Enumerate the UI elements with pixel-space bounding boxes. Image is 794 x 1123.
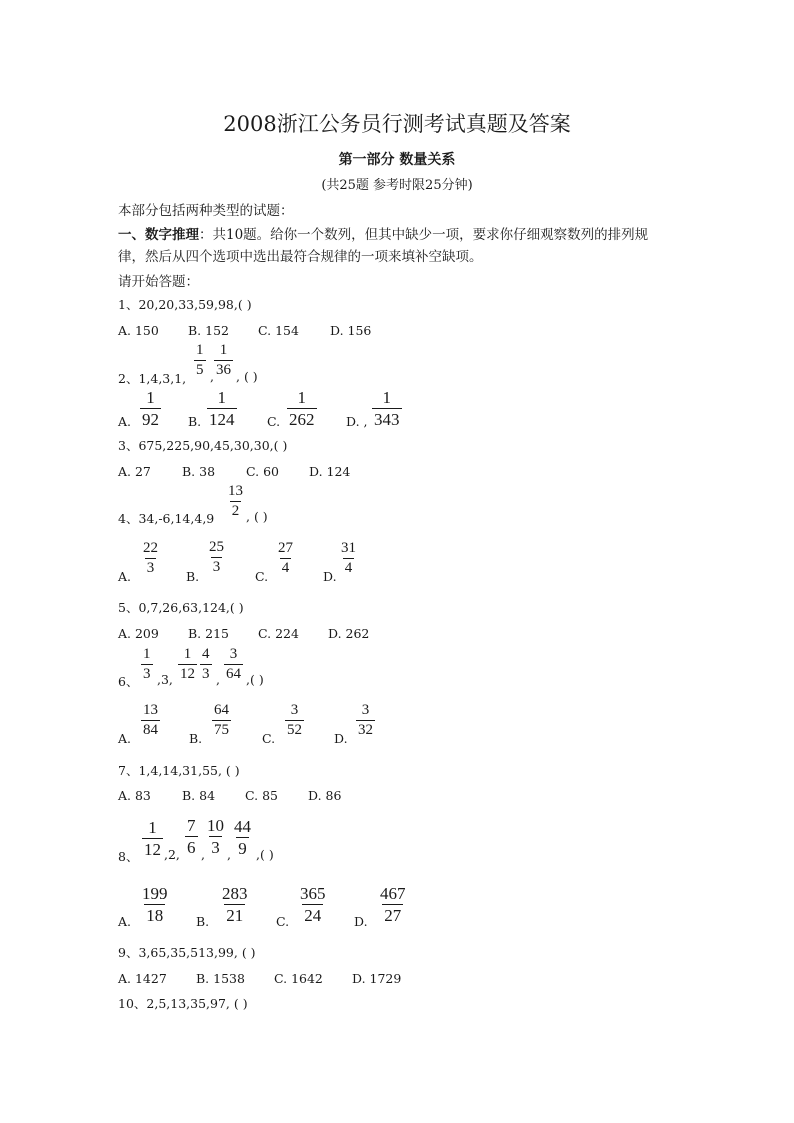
- question-8-stem-sep: ,: [227, 847, 231, 862]
- question-4-stem-prefix: 4、34,-6,14,4,9: [118, 511, 215, 526]
- question-1-option-a: A. 150: [118, 323, 159, 338]
- question-2-stem-fraction: 1 5: [196, 342, 204, 378]
- question-1-option-d: D. 156: [330, 323, 372, 338]
- question-3-option-d: D. 124: [309, 464, 351, 479]
- question-6-stem-fraction: 4 3: [202, 646, 210, 682]
- start-line: 请开始答题：: [118, 274, 199, 290]
- question-6-option-b-letter: B.: [189, 731, 203, 746]
- question-7-stem: 7、1,4,14,31,55, ( ): [118, 763, 240, 778]
- question-8-option-d-letter: D.: [354, 914, 368, 929]
- intro-line: 本部分包括两种类型的试题：: [118, 203, 294, 219]
- question-9-stem: 9、3,65,35,513,99, ( ): [118, 945, 256, 960]
- question-2-stem-prefix: 2、1,4,3,1,: [118, 371, 187, 386]
- question-5-stem: 5、0,7,26,63,124,( ): [118, 600, 244, 615]
- question-8-stem-prefix: 8、: [118, 849, 139, 864]
- question-8-option-a-letter: A.: [118, 914, 132, 929]
- question-6-stem-prefix: 6、: [118, 674, 139, 689]
- question-9-option-a: A. 1427: [118, 971, 167, 986]
- question-8-option-d-fraction: 467 27: [380, 884, 406, 925]
- question-2-option-d-fraction: 1 343: [374, 388, 400, 429]
- question-8-stem-fraction: 44 9: [234, 817, 251, 858]
- question-8-option-c-fraction: 365 24: [300, 884, 326, 925]
- question-8-stem-fraction: 7 6: [187, 816, 196, 857]
- question-6-option-a-letter: A.: [118, 731, 132, 746]
- question-2-option-c-letter: C.: [267, 414, 281, 429]
- question-10-stem: 10、2,5,13,35,97, ( ): [118, 996, 248, 1011]
- question-8-stem-fraction: 10 3: [207, 816, 224, 857]
- question-8-stem-sep: ,: [201, 847, 205, 862]
- question-4-option-d-fraction: 31 4: [341, 540, 356, 576]
- question-9-option-b: B. 1538: [196, 971, 245, 986]
- question-3-option-c: C. 60: [246, 464, 279, 479]
- question-4-option-b-letter: B.: [186, 569, 200, 584]
- question-6-option-c-letter: C.: [262, 731, 276, 746]
- section-line-1: [118, 223, 648, 243]
- part-title: 第一部分 数量关系: [338, 152, 456, 168]
- question-6-stem-sep: ,3,: [157, 672, 173, 687]
- section-lead: 一、数字推理: [118, 227, 199, 243]
- question-6-option-d-letter: D.: [334, 731, 348, 746]
- question-9-option-c: C. 1642: [274, 971, 323, 986]
- question-6-stem-fraction: 3 64: [226, 646, 241, 682]
- question-2-option-d-letter: D. ,: [346, 414, 368, 429]
- question-7-option-d: D. 86: [308, 788, 342, 803]
- question-8-option-a-fraction: 199 18: [142, 884, 168, 925]
- question-5-option-a: A. 209: [118, 626, 159, 641]
- question-3-option-a: A. 27: [118, 464, 151, 479]
- question-8-stem-suffix: ,( ): [256, 847, 274, 862]
- question-4-option-c-letter: C.: [255, 569, 269, 584]
- question-4-option-a-letter: A.: [118, 569, 132, 584]
- question-2-stem-comma: ,: [210, 369, 214, 384]
- question-1-option-c: C. 154: [258, 323, 299, 338]
- question-2-option-b-letter: B.: [188, 414, 202, 429]
- question-5-option-c: C. 224: [258, 626, 299, 641]
- question-2-option-b-fraction: 1 124: [209, 388, 235, 429]
- question-8-stem-fraction: 1 12: [144, 818, 161, 859]
- question-3-stem: 3、675,225,90,45,30,30,( ): [118, 438, 288, 453]
- question-7-option-c: C. 85: [245, 788, 278, 803]
- question-8-option-b-fraction: 283 21: [222, 884, 248, 925]
- section-text-1: ：共10题。给你一个数列，但其中缺少一项，要求你仔细观察数列的排列规: [199, 227, 649, 243]
- question-4-stem-fraction: 13 2: [228, 483, 243, 519]
- question-5-option-b: B. 215: [188, 626, 229, 641]
- page-title: 2008浙江公务员行测考试真题及答案: [223, 112, 571, 136]
- section-line-2: 律，然后从四个选项中选出最符合规律的一项来填补空缺项。: [118, 249, 483, 265]
- question-4-option-a-fraction: 22 3: [143, 540, 158, 576]
- question-1-stem: 1、20,20,33,59,98,( ): [118, 297, 252, 312]
- question-5-option-d: D. 262: [328, 626, 370, 641]
- question-6-option-d-fraction: 3 32: [358, 702, 373, 738]
- question-4-stem-suffix: , ( ): [246, 509, 268, 524]
- question-6-stem-fraction: 1 3: [143, 646, 151, 682]
- question-4-option-c-fraction: 27 4: [278, 540, 293, 576]
- question-6-stem-fraction: 1 12: [180, 646, 195, 682]
- question-6-stem-suffix: ,( ): [246, 672, 264, 687]
- question-4-option-d-letter: D.: [323, 569, 337, 584]
- question-7-option-a: A. 83: [118, 788, 151, 803]
- question-3-option-b: B. 38: [182, 464, 216, 479]
- question-1-option-b: B. 152: [188, 323, 229, 338]
- question-7-option-b: B. 84: [182, 788, 216, 803]
- question-8-option-c-letter: C.: [276, 914, 290, 929]
- question-8-stem-sep: ,2,: [164, 847, 180, 862]
- question-2-option-a-letter: A.: [118, 414, 132, 429]
- question-6-option-a-fraction: 13 84: [143, 702, 158, 738]
- question-9-option-d: D. 1729: [352, 971, 402, 986]
- question-2-stem-suffix: , ( ): [236, 369, 258, 384]
- question-4-option-b-fraction: 25 3: [209, 539, 224, 575]
- question-2-option-a-fraction: 1 92: [142, 388, 159, 429]
- question-6-option-c-fraction: 3 52: [287, 702, 302, 738]
- question-2-option-c-fraction: 1 262: [289, 388, 315, 429]
- question-6-option-b-fraction: 64 75: [214, 702, 229, 738]
- question-8-option-b-letter: B.: [196, 914, 210, 929]
- question-6-stem-comma: ,: [216, 672, 220, 687]
- question-2-stem-fraction: 1 36: [216, 342, 231, 378]
- part-note: (共25题 参考时限25分钟): [321, 178, 473, 193]
